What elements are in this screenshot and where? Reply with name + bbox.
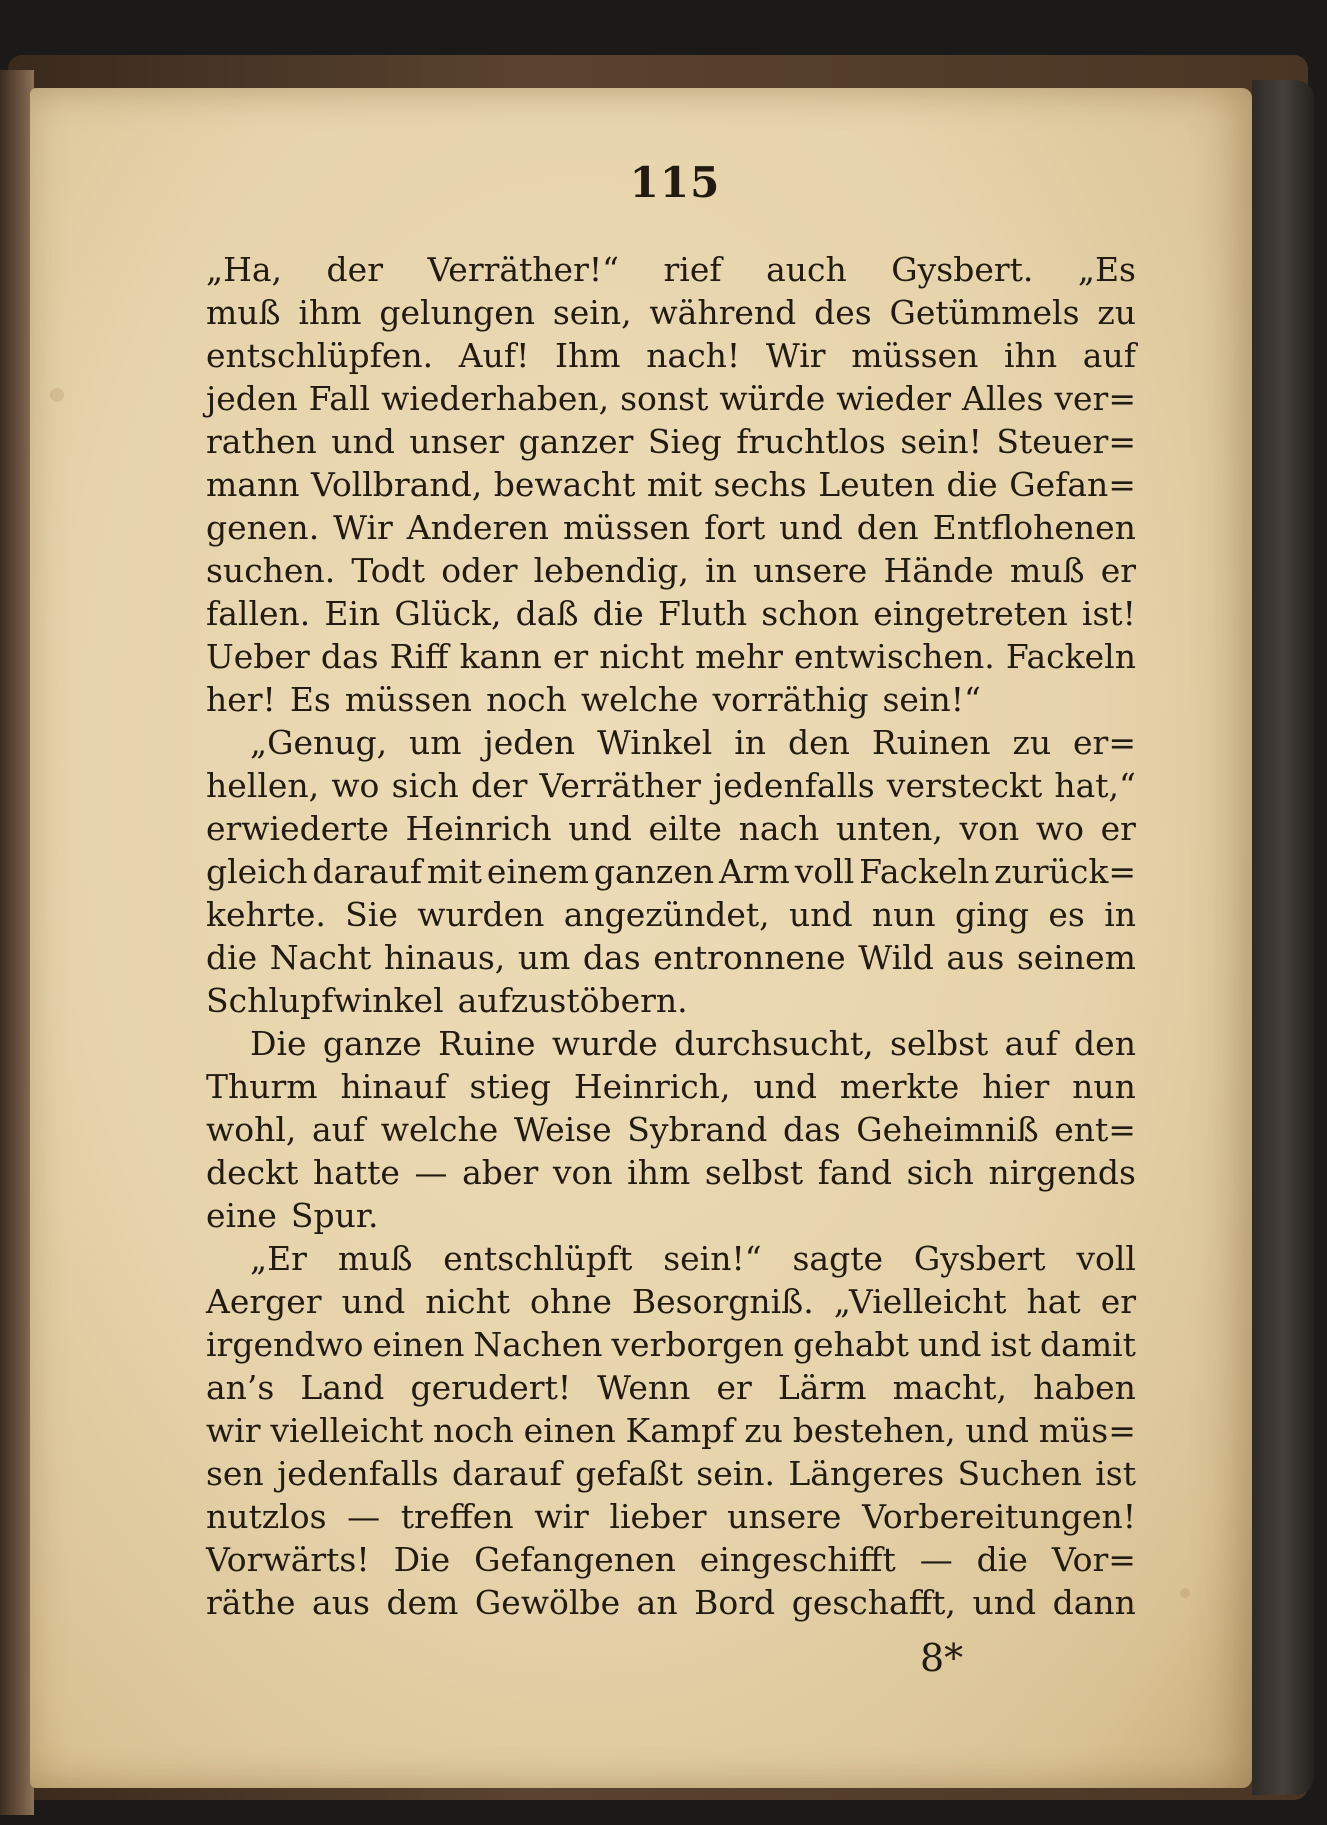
- word: jedenfalls: [713, 766, 875, 805]
- word: voll: [794, 852, 855, 891]
- printer-signature: 8*: [920, 1636, 964, 1680]
- word: Fall: [308, 379, 371, 418]
- word: müs=: [1038, 1411, 1136, 1450]
- word: nach: [738, 809, 820, 848]
- word: Bord: [694, 1583, 776, 1622]
- word: Alles: [962, 379, 1044, 418]
- word: —: [347, 1497, 381, 1536]
- word: wieder: [836, 379, 952, 418]
- word: Gefan=: [1009, 465, 1136, 504]
- word: aber: [462, 1153, 539, 1192]
- word: Sieg: [647, 422, 722, 461]
- word: oder: [441, 551, 518, 590]
- word: müssen: [562, 508, 691, 547]
- book-spine: [0, 70, 34, 1815]
- word: kehrte.: [206, 895, 326, 934]
- word: „Er: [250, 1239, 307, 1278]
- word: ihm: [627, 1153, 691, 1192]
- word: jeden: [206, 379, 298, 418]
- word: her!: [206, 680, 276, 719]
- word: unsere: [753, 551, 868, 590]
- word: Winkel: [597, 723, 713, 762]
- word: das: [782, 1110, 841, 1149]
- word: suchen.: [206, 551, 336, 590]
- word: rathen: [206, 422, 317, 461]
- word: wiederhaben,: [381, 379, 610, 418]
- word: macht,: [892, 1368, 1008, 1407]
- word: sein.: [696, 1454, 776, 1493]
- word: von: [552, 1153, 613, 1192]
- word: Gefangenen: [474, 1540, 676, 1579]
- word: sen: [206, 1454, 264, 1493]
- word: wurden: [417, 895, 545, 934]
- word: Wir: [333, 508, 393, 547]
- word: Hände: [883, 551, 994, 590]
- word: Schlupfwinkel: [206, 981, 444, 1020]
- word: und: [917, 1325, 982, 1364]
- word: sein,: [552, 293, 632, 332]
- word: Lärm: [777, 1368, 867, 1407]
- text-line: [206, 506, 1136, 549]
- word: müssen: [344, 680, 473, 719]
- word: seinem: [1016, 938, 1136, 977]
- word: die: [592, 594, 644, 633]
- text-line: [206, 936, 1136, 979]
- text-line: [206, 850, 1136, 893]
- text-line: [206, 1581, 1136, 1624]
- word: zu: [1097, 293, 1136, 332]
- word: den: [787, 723, 850, 762]
- word: nicht: [425, 1282, 510, 1321]
- word: zurück=: [994, 852, 1136, 891]
- word: noch: [486, 680, 567, 719]
- word: gefaßt: [575, 1454, 683, 1493]
- word: Wild: [858, 938, 934, 977]
- word: ver=: [1054, 379, 1136, 418]
- word: nun: [871, 895, 936, 934]
- word: entronnene: [653, 938, 846, 977]
- word: sich: [391, 766, 459, 805]
- text-line: [206, 1194, 1136, 1237]
- word: noch: [433, 1411, 514, 1450]
- word: daß: [515, 594, 579, 633]
- word: die: [946, 465, 998, 504]
- text-line: [206, 291, 1136, 334]
- word: unser: [409, 422, 505, 461]
- word: Heinrich: [405, 809, 552, 848]
- word: ihm: [298, 293, 362, 332]
- text-line: [206, 420, 1136, 463]
- word: ihn: [1004, 336, 1058, 375]
- word: stieg: [469, 1067, 551, 1106]
- word: müssen: [851, 336, 979, 375]
- word: er: [1100, 551, 1136, 590]
- word: Kampf: [625, 1411, 735, 1450]
- text-line: [206, 1323, 1136, 1366]
- word: hat,“: [1054, 766, 1136, 805]
- word: Sie: [345, 895, 398, 934]
- word: Geheimniß: [856, 1110, 1039, 1149]
- word: Vor=: [1051, 1540, 1136, 1579]
- word: hellen,: [206, 766, 320, 805]
- word: kann: [459, 637, 542, 676]
- word: „Ha,: [206, 250, 283, 289]
- text-line: [206, 1452, 1136, 1495]
- text-line: [206, 764, 1136, 807]
- word: aufzustöbern.: [457, 981, 688, 1020]
- word: Thurm: [206, 1067, 318, 1106]
- book-cover-edge: [1252, 80, 1314, 1795]
- word: wir: [206, 1411, 261, 1450]
- page-stain: [1180, 1588, 1190, 1598]
- word: welche: [580, 680, 699, 719]
- word: Entflohenen: [932, 508, 1136, 547]
- word: dann: [1052, 1583, 1136, 1622]
- word: sein!“: [882, 680, 981, 719]
- word: lieber: [609, 1497, 707, 1536]
- text-line: [206, 248, 1136, 291]
- word: ganzer: [518, 422, 634, 461]
- word: „Genug,: [250, 723, 388, 762]
- text-line: [206, 549, 1136, 592]
- word: der: [326, 250, 383, 289]
- word: zu: [1012, 723, 1052, 762]
- text-line: [206, 721, 1136, 764]
- word: sonst: [620, 379, 709, 418]
- word: „Vielleicht: [833, 1282, 1007, 1321]
- word: hinaus,: [383, 938, 506, 977]
- word: entschlüpfen.: [206, 336, 434, 375]
- word: Ruine: [438, 1024, 536, 1063]
- word: wo: [1035, 809, 1084, 848]
- word: Glück,: [394, 594, 502, 633]
- word: ganze: [322, 1024, 422, 1063]
- word: Verräther!“: [427, 250, 619, 289]
- word: ist: [1095, 1454, 1136, 1493]
- word: Ihm: [555, 336, 621, 375]
- word: muß: [206, 293, 281, 332]
- word: während: [649, 293, 797, 332]
- word: unsere: [727, 1497, 842, 1536]
- word: und: [331, 422, 395, 461]
- word: fallen.: [206, 594, 311, 633]
- word: sich: [906, 1153, 974, 1192]
- word: eingetreten: [873, 594, 1068, 633]
- word: bestehen,: [792, 1411, 956, 1450]
- word: Auf!: [458, 336, 530, 375]
- word: die: [976, 1540, 1028, 1579]
- page-stain: [50, 388, 64, 402]
- word: Nachen: [473, 1325, 603, 1364]
- word: selbst: [704, 1153, 804, 1192]
- word: rief: [663, 250, 722, 289]
- word: ganzen: [593, 852, 715, 891]
- word: Vollbrand,: [311, 465, 483, 504]
- word: Fackeln: [1005, 637, 1136, 676]
- word: nun: [1072, 1067, 1136, 1106]
- text-line: [206, 1366, 1136, 1409]
- word: das: [582, 938, 641, 977]
- word: ohne: [529, 1282, 612, 1321]
- word: damit: [1040, 1325, 1136, 1364]
- word: einen: [372, 1325, 465, 1364]
- word: er=: [1073, 723, 1136, 762]
- word: Riff: [389, 637, 449, 676]
- word: gelungen: [379, 293, 535, 332]
- word: mann: [206, 465, 300, 504]
- word: mehr: [695, 637, 783, 676]
- word: merkte: [839, 1067, 960, 1106]
- word: nach!: [646, 336, 741, 375]
- text-line: [206, 592, 1136, 635]
- word: würde: [719, 379, 826, 418]
- text-line: [206, 807, 1136, 850]
- word: und: [779, 508, 843, 547]
- word: Anderen: [406, 508, 550, 547]
- word: Steuer=: [996, 422, 1136, 461]
- word: treffen: [400, 1497, 514, 1536]
- text-line: [206, 1495, 1136, 1538]
- word: entwischen.: [793, 637, 995, 676]
- word: in: [1104, 895, 1136, 934]
- word: Vorwärts!: [206, 1540, 370, 1579]
- word: muß: [1009, 551, 1085, 590]
- word: auf: [1082, 336, 1136, 375]
- word: er: [1100, 809, 1136, 848]
- word: Todt: [351, 551, 426, 590]
- word: deckt: [206, 1153, 299, 1192]
- word: und: [788, 895, 853, 934]
- word: Es: [289, 680, 331, 719]
- word: geschafft,: [791, 1583, 956, 1622]
- word: lebendig,: [533, 551, 689, 590]
- word: irgendwo: [206, 1325, 364, 1364]
- word: in: [734, 723, 767, 762]
- word: den: [856, 508, 919, 547]
- text-line: [206, 377, 1136, 420]
- word: gehabt: [792, 1325, 909, 1364]
- word: nicht: [599, 637, 684, 676]
- word: sein!: [900, 422, 982, 461]
- word: von: [959, 809, 1020, 848]
- text-line: [206, 979, 1136, 1022]
- word: fort: [704, 508, 766, 547]
- word: Ruinen: [871, 723, 991, 762]
- word: den: [1074, 1024, 1136, 1063]
- word: ent=: [1054, 1110, 1136, 1149]
- word: Heinrich,: [573, 1067, 731, 1106]
- word: genen.: [206, 508, 320, 547]
- word: räthe: [206, 1583, 296, 1622]
- word: versteckt: [886, 766, 1043, 805]
- word: Ein: [324, 594, 381, 633]
- word: nirgends: [988, 1153, 1136, 1192]
- word: Wenn: [597, 1368, 691, 1407]
- word: ist: [990, 1325, 1032, 1364]
- word: aus: [312, 1583, 370, 1622]
- word: an: [636, 1583, 678, 1622]
- word: des: [814, 293, 872, 332]
- word: gerudert!: [410, 1368, 572, 1407]
- word: voll: [1076, 1239, 1136, 1278]
- word: haben: [1033, 1368, 1136, 1407]
- word: sein!“: [663, 1239, 762, 1278]
- word: Leuten: [818, 465, 935, 504]
- word: durchsucht,: [674, 1024, 874, 1063]
- text-line: [206, 1022, 1136, 1065]
- text-line: [206, 678, 1136, 721]
- word: vielleicht: [270, 1411, 424, 1450]
- word: es: [1048, 895, 1085, 934]
- word: wo: [331, 766, 380, 805]
- text-line: [206, 893, 1136, 936]
- word: und: [753, 1067, 818, 1106]
- word: der: [470, 766, 528, 805]
- word: unten,: [835, 809, 943, 848]
- word: Aerger: [206, 1282, 322, 1321]
- text-line: [206, 1280, 1136, 1323]
- word: Nacht: [269, 938, 372, 977]
- word: auf: [1004, 1024, 1058, 1063]
- word: verborgen: [611, 1325, 785, 1364]
- word: hatte: [312, 1153, 400, 1192]
- word: ist!: [1081, 594, 1136, 633]
- word: auch: [766, 250, 847, 289]
- word: Getümmels: [889, 293, 1080, 332]
- word: Gysbert: [913, 1239, 1046, 1278]
- word: darauf: [312, 852, 423, 891]
- word: die: [206, 938, 258, 977]
- word: sechs: [713, 465, 807, 504]
- body-text: [206, 248, 1136, 1624]
- word: Arm: [718, 852, 790, 891]
- word: muß: [337, 1239, 413, 1278]
- text-line: [206, 1409, 1136, 1452]
- word: schon: [761, 594, 860, 633]
- word: mit: [426, 852, 483, 891]
- word: Weise: [513, 1110, 612, 1149]
- word: Wir: [765, 336, 826, 375]
- word: hinauf: [340, 1067, 447, 1106]
- word: eilte: [648, 809, 722, 848]
- text-line: [206, 1108, 1136, 1151]
- word: Längeres: [788, 1454, 945, 1493]
- page-number: 115: [629, 158, 721, 207]
- word: Fluth: [657, 594, 748, 633]
- word: —: [414, 1153, 448, 1192]
- word: nutzlos: [206, 1497, 327, 1536]
- word: Verräther: [539, 766, 701, 805]
- word: an’s: [206, 1368, 275, 1407]
- word: dem: [386, 1583, 459, 1622]
- word: —: [919, 1540, 953, 1579]
- word: Die: [250, 1024, 307, 1063]
- word: hat: [1026, 1282, 1081, 1321]
- word: fand: [817, 1153, 893, 1192]
- word: mit: [646, 465, 702, 504]
- word: um: [517, 938, 571, 977]
- word: fruchtlos: [736, 422, 886, 461]
- word: Fackeln: [859, 852, 990, 891]
- word: gleich: [206, 852, 308, 891]
- word: eingeschifft: [699, 1540, 896, 1579]
- word: „Es: [1077, 250, 1136, 289]
- word: und: [341, 1282, 406, 1321]
- word: und: [972, 1583, 1037, 1622]
- word: vorräthig: [712, 680, 869, 719]
- word: wurde: [551, 1024, 658, 1063]
- word: zu: [744, 1411, 783, 1450]
- text-line: [206, 334, 1136, 377]
- word: um: [409, 723, 462, 762]
- word: eine: [206, 1196, 277, 1235]
- word: welche: [380, 1110, 499, 1149]
- word: und: [965, 1411, 1029, 1450]
- word: einem: [486, 852, 590, 891]
- word: wir: [534, 1497, 589, 1536]
- word: aus: [946, 938, 1005, 977]
- text-line: [206, 1538, 1136, 1581]
- word: jedenfalls: [277, 1454, 439, 1493]
- word: selbst: [889, 1024, 989, 1063]
- text-line: [206, 635, 1136, 678]
- word: Ueber: [206, 637, 310, 676]
- word: Vorbereitungen!: [862, 1497, 1136, 1536]
- word: ging: [955, 895, 1030, 934]
- word: in: [705, 551, 737, 590]
- word: darauf: [452, 1454, 562, 1493]
- word: Sybrand: [627, 1110, 768, 1149]
- word: er: [552, 637, 589, 676]
- word: auf: [311, 1110, 366, 1149]
- word: Gysbert.: [891, 250, 1034, 289]
- word: Land: [300, 1368, 385, 1407]
- text-line: [206, 463, 1136, 506]
- word: hier: [982, 1067, 1050, 1106]
- word: Suchen: [957, 1454, 1082, 1493]
- word: sagte: [792, 1239, 883, 1278]
- word: jeden: [483, 723, 576, 762]
- word: er: [716, 1368, 752, 1407]
- word: er: [1100, 1282, 1136, 1321]
- word: Die: [393, 1540, 451, 1579]
- word: einen: [523, 1411, 616, 1450]
- word: entschlüpft: [443, 1239, 633, 1278]
- word: Spur.: [290, 1196, 379, 1235]
- word: wohl,: [206, 1110, 297, 1149]
- word: Besorgniß.: [631, 1282, 814, 1321]
- text-line: [206, 1065, 1136, 1108]
- word: angezündet,: [563, 895, 770, 934]
- word: bewacht: [493, 465, 636, 504]
- word: und: [568, 809, 632, 848]
- word: das: [320, 637, 379, 676]
- text-line: [206, 1237, 1136, 1280]
- text-line: [206, 1151, 1136, 1194]
- word: erwiederte: [206, 809, 389, 848]
- word: Gewölbe: [474, 1583, 621, 1622]
